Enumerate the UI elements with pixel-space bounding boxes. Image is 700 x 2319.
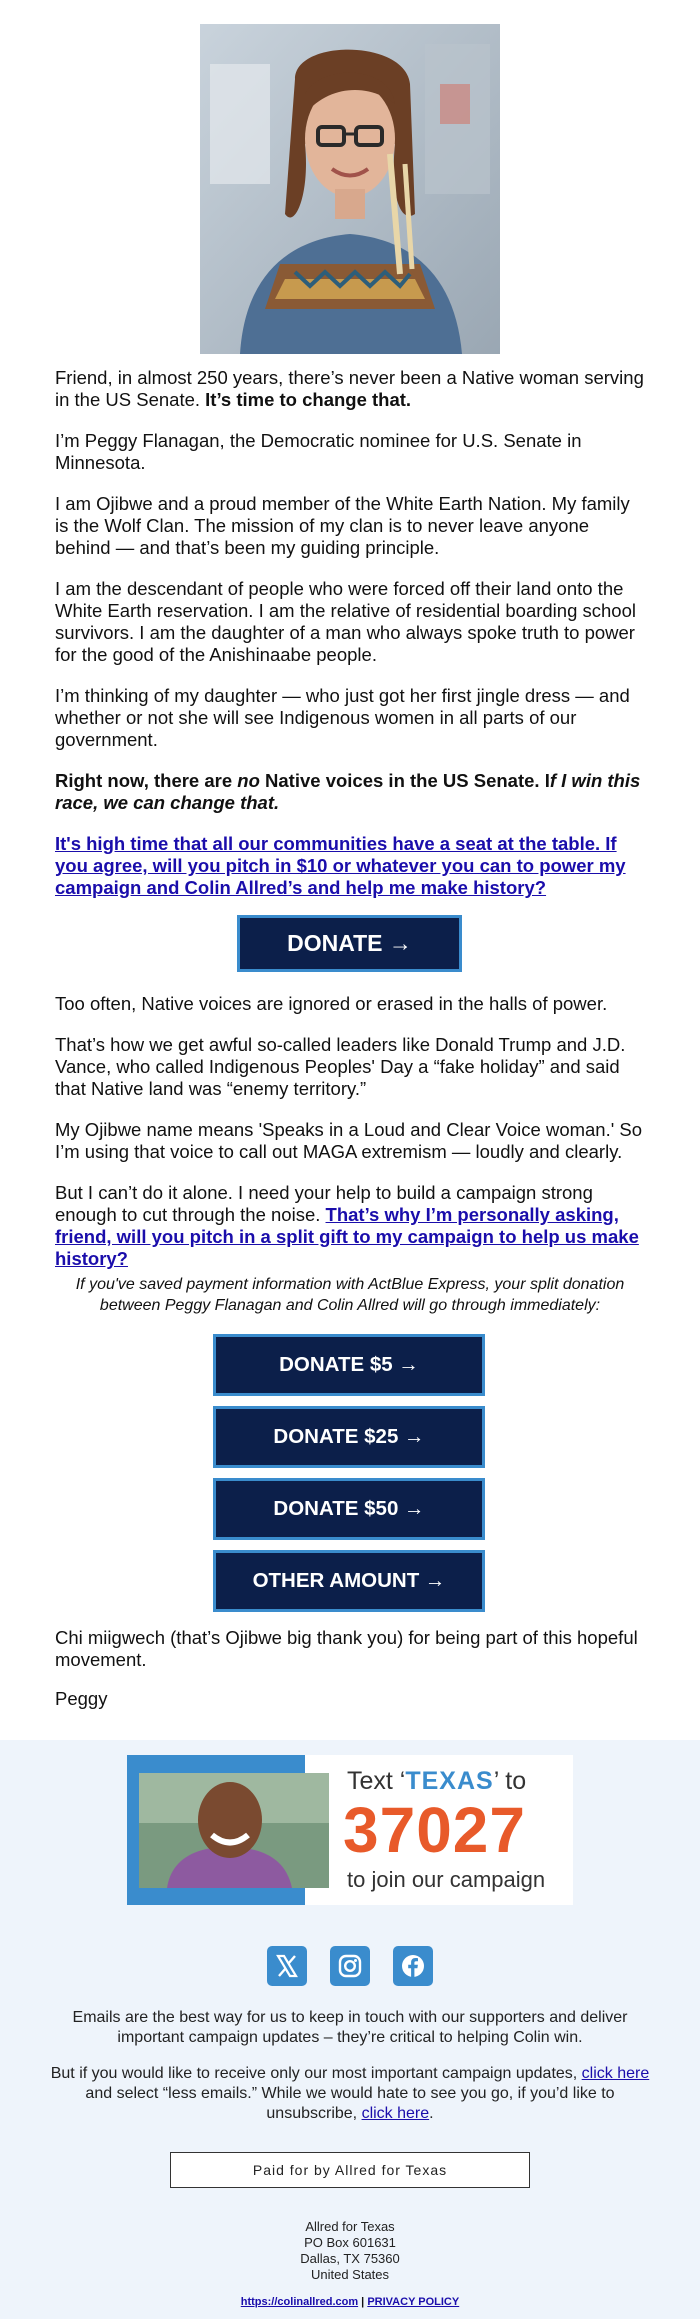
hero-photo xyxy=(200,24,500,354)
paragraph-senate xyxy=(55,770,645,814)
paragraph-ask xyxy=(55,833,645,899)
paragraph-name-meaning: My Ojibwe name means 'Speaks in a Loud and Clear Voice woman.' So I’m using that voice to call out MAGA extremism — loudly and clearly. xyxy=(55,1119,643,1162)
paragraph-thanks: Chi miigwech (that’s Ojibwe big thank you) for being part of this hopeful movement. xyxy=(55,1627,638,1670)
portrait-illustration xyxy=(200,24,500,354)
actblue-note: If you've saved payment information with ActBlue Express, your split donation between Peggy Flanagan and Colin Allred will go through immediately: xyxy=(75,1276,625,1314)
senate-emphasis: no xyxy=(237,770,260,791)
address-line-4: United States xyxy=(310,2267,390,2282)
intro-text: Friend, in almost 250 years, there’s never been a Native woman serving in the US Senate. xyxy=(55,367,644,410)
senate-text-c: f I win this race, we can change that. xyxy=(55,770,641,813)
banner-text-a: Text ‘ xyxy=(347,1767,406,1795)
facebook-icon[interactable] xyxy=(393,1946,433,1986)
less-text-a: But if you would like to receive only our most important campaign updates, xyxy=(50,2065,582,2082)
unsubscribe-link[interactable]: click here xyxy=(361,2105,430,2122)
facebook-glyph xyxy=(400,1953,426,1979)
email-footer xyxy=(0,1740,700,2319)
x-logo-icon[interactable] xyxy=(267,1946,307,1986)
donate-50-button[interactable]: DONATE $50 → xyxy=(213,1478,485,1540)
donate-ask-link[interactable]: It's high time that all our communities have a seat at the table. If you agree, will you pitch in $10 or whatever you can to power my campaign and Colin Allred’s and help me make history? xyxy=(55,833,626,898)
paragraph-descendant: I am the descendant of people who were forced off their land onto the White Earth reservation. I am the relative of residential boarding school survivors. I am the daughter of a man who always spoke truth to power for the good of the Anishinaabe people. xyxy=(55,578,636,665)
donate-25-button[interactable]: DONATE $25 → xyxy=(213,1406,485,1468)
paid-for-disclaimer: Paid for by Allred for Texas xyxy=(170,2152,530,2188)
footer-links xyxy=(150,2296,550,2308)
intro-bold: It’s time to change that. xyxy=(205,389,412,410)
paragraph-nominee: I’m Peggy Flanagan, the Democratic nominee for U.S. Senate in Minnesota. xyxy=(55,430,582,473)
site-link[interactable]: https://colinallred.com xyxy=(240,2296,359,2308)
instagram-glyph xyxy=(337,1953,363,1979)
less-text-b: and select “less emails.” While we would hate to see you go, if you’d like to unsubscribe, xyxy=(85,2085,615,2122)
banner-number: 37027 xyxy=(343,1794,526,1866)
address-line-2: PO Box 601631 xyxy=(304,2235,396,2250)
senate-text-b: Native voices in the US Senate. I xyxy=(259,770,550,791)
address-line-1: Allred for Texas xyxy=(305,2219,395,2234)
paragraph-ojibwe: I am Ojibwe and a proud member of the White Earth Nation. My family is the Wolf Clan. The mission of my clan is to never leave anyone behind — and that’s been my guiding principle. xyxy=(55,493,630,558)
text-to-join-banner[interactable] xyxy=(127,1755,573,1905)
less-emails-link[interactable]: click here xyxy=(581,2065,650,2082)
donate-button[interactable]: DONATE → xyxy=(237,915,462,972)
other-amount-button[interactable]: OTHER AMOUNT → xyxy=(213,1550,485,1612)
donate-5-button[interactable]: DONATE $5 → xyxy=(213,1334,485,1396)
address-line-3: Dallas, TX 75360 xyxy=(300,2251,400,2266)
less-emails-note xyxy=(40,2064,660,2124)
banner-tagline: to join our campaign xyxy=(347,1867,546,1892)
split-gift-link[interactable]: That’s why I’m personally asking, friend, will you pitch in a split gift to my campaign to help us make history? xyxy=(55,1204,639,1269)
privacy-policy-link[interactable]: PRIVACY POLICY xyxy=(367,2296,460,2308)
paragraph-daughter: I’m thinking of my daughter — who just got her first jingle dress — and whether or not she will see Indigenous women in all parts of our government. xyxy=(55,685,630,750)
paragraph-ignored: Too often, Native voices are ignored or erased in the halls of power. xyxy=(55,993,608,1014)
x-logo-glyph xyxy=(274,1953,300,1979)
banner-text-b: ’ to xyxy=(493,1767,527,1795)
emails-note: Emails are the best way for us to keep in touch with our supporters and deliver important campaign updates – they’re critical to helping Colin win. xyxy=(72,2009,628,2046)
alone-text: But I can’t do it alone. I need your help to build a campaign strong enough to cut through the noise. xyxy=(55,1182,593,1225)
banner-text-line xyxy=(347,1767,526,1796)
banner-keyword: TEXAS xyxy=(405,1767,494,1795)
paragraph-intro xyxy=(55,367,645,411)
paragraph-alone xyxy=(55,1182,645,1270)
instagram-icon[interactable] xyxy=(330,1946,370,1986)
less-text-c: . xyxy=(429,2105,434,2122)
link-separator: | xyxy=(358,2296,368,2308)
paragraph-leaders: That’s how we get awful so-called leaders like Donald Trump and J.D. Vance, who called Indigenous Peoples' Day a “fake holiday” and said that Native land was “enemy territory.” xyxy=(55,1034,626,1099)
signature: Peggy xyxy=(55,1688,108,1709)
senate-text-a: Right now, there are xyxy=(55,770,238,791)
